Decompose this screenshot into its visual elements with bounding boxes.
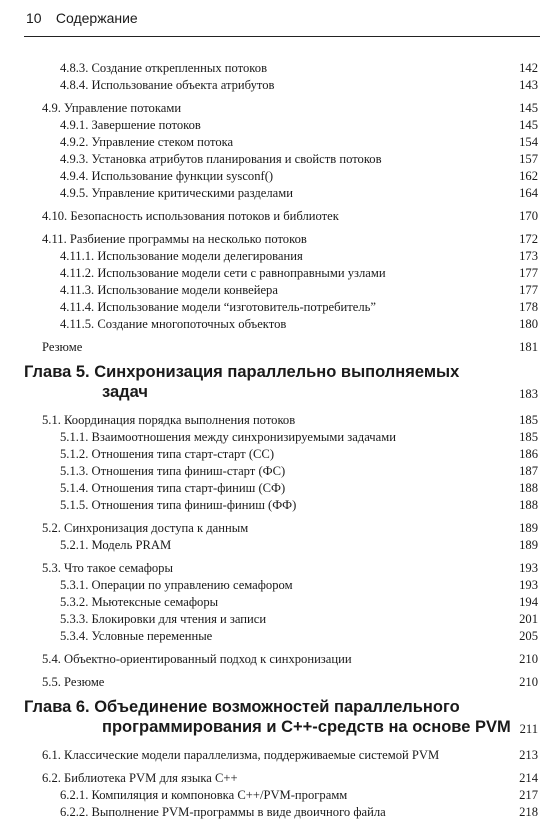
toc-entry-title: 5.3.4. Условные переменные: [60, 629, 213, 643]
chapter-title-line: Глава 6. Объединение возможностей параллельного: [24, 698, 460, 716]
toc-entry-title: 4.11.5. Создание многопоточных объектов: [60, 317, 287, 331]
toc-entry-page: 164: [519, 186, 538, 200]
toc-entry-title: 5.3. Что такое семафоры: [42, 561, 173, 575]
toc-entry: [0, 185, 560, 202]
toc-entry-title: 5.4. Объектно-ориентированный подход к синхронизации: [42, 652, 352, 666]
toc-entry: [0, 611, 560, 628]
toc-section: [0, 208, 560, 225]
toc-entry: [0, 151, 560, 168]
toc-entry-page: 170: [519, 209, 538, 223]
toc-entry: [0, 60, 560, 77]
toc-entry-page: 177: [519, 266, 538, 280]
toc-entry-title: 5.3.3. Блокировки для чтения и записи: [60, 612, 267, 626]
running-title: Содержание: [55, 10, 138, 26]
toc-entry-page: 217: [519, 788, 538, 802]
toc-entry-title: 4.9.4. Использование функции sysconf(): [60, 169, 274, 183]
toc-entry: [0, 316, 560, 333]
toc-entry-page: 201: [519, 612, 538, 626]
toc-entry-title: 4.9. Управление потоками: [42, 101, 182, 115]
toc-section: [0, 520, 560, 537]
toc-entry: [0, 594, 560, 611]
toc-entry: [0, 77, 560, 94]
toc-section: [0, 674, 560, 691]
toc-entry-title: 5.2.1. Модель PRAM: [60, 538, 172, 552]
toc-entry-title: 5.3.2. Мьютексные семафоры: [60, 595, 219, 609]
toc-entry: [0, 787, 560, 804]
toc-section: [0, 231, 560, 248]
toc-entry-page: 185: [519, 413, 538, 427]
chapter-page: 211: [519, 722, 538, 736]
running-header: [26, 10, 138, 26]
toc-entry-page: 218: [519, 805, 538, 819]
toc-entry: [0, 628, 560, 645]
toc-entry-page: 173: [519, 249, 538, 263]
chapter-page: 183: [519, 387, 538, 401]
toc-entry: [0, 134, 560, 151]
toc-entry: [0, 282, 560, 299]
toc-entry: [0, 497, 560, 514]
toc-entry-page: 213: [519, 748, 538, 762]
toc-entry-title: 4.9.5. Управление критическими разделами: [60, 186, 293, 200]
toc-entry-title: 4.10. Безопасность использования потоков и библиотек: [42, 209, 339, 223]
toc-entry-page: 189: [519, 538, 538, 552]
toc-entry-page: 193: [519, 578, 538, 592]
toc-entry-title: 4.8.4. Использование объекта атрибутов: [60, 78, 275, 92]
toc-entry-title: 5.1.5. Отношения типа финиш-финиш (ФФ): [60, 498, 297, 512]
toc-entry-title: Резюме: [42, 340, 83, 354]
toc-entry-title: 4.9.2. Управление стеком потока: [60, 135, 234, 149]
toc-entry-page: 186: [519, 447, 538, 461]
toc-entry-title: 6.1. Классические модели параллелизма, поддерживаемые системой PVM: [42, 748, 440, 762]
toc-section: [0, 412, 560, 429]
table-of-contents: [0, 60, 560, 821]
toc-entry-page: 177: [519, 283, 538, 297]
toc-entry-title: 4.11.2. Использование модели сети с равноправными узлами: [60, 266, 386, 280]
toc-entry-page: 162: [519, 169, 538, 183]
toc-entry-page: 185: [519, 430, 538, 444]
toc-entry-page: 142: [519, 61, 538, 75]
toc-entry: [0, 299, 560, 316]
toc-entry-page: 143: [519, 78, 538, 92]
chapter-heading: [0, 697, 560, 737]
toc-entry-title: 5.1.3. Отношения типа финиш-старт (ФС): [60, 464, 286, 478]
toc-entry-page: 181: [519, 340, 538, 354]
toc-entry-page: 145: [519, 101, 538, 115]
toc-entry-page: 193: [519, 561, 538, 575]
toc-entry-page: 194: [519, 595, 538, 609]
toc-section: [0, 747, 560, 764]
toc-entry-title: 4.11.3. Использование модели конвейера: [60, 283, 278, 297]
toc-entry: [0, 577, 560, 594]
toc-entry-title: 6.2.2. Выполнение PVM-программы в виде двоичного файла: [60, 805, 386, 819]
toc-entry: [0, 446, 560, 463]
toc-entry-page: 172: [519, 232, 538, 246]
toc-entry-page: 188: [519, 498, 538, 512]
toc-entry-title: 5.2. Синхронизация доступа к данным: [42, 521, 249, 535]
toc-entry-title: 5.1.2. Отношения типа старт-старт (СС): [60, 447, 275, 461]
toc-entry-title: 6.2.1. Компиляция и компоновка С++/PVM-программ: [60, 788, 348, 802]
toc-section: [0, 100, 560, 117]
toc-entry-page: 154: [519, 135, 538, 149]
toc-section: [0, 651, 560, 668]
toc-entry-title: 4.8.3. Создание открепленных потоков: [60, 61, 268, 75]
toc-entry: [0, 168, 560, 185]
toc-entry-title: 5.5. Резюме: [42, 675, 105, 689]
toc-entry-title: 4.9.1. Завершение потоков: [60, 118, 201, 132]
toc-entry-title: 5.1.4. Отношения типа старт-финиш (СФ): [60, 481, 286, 495]
toc-entry-title: 6.2. Библиотека PVM для языка С++: [42, 771, 238, 785]
page-number: 10: [26, 10, 42, 26]
toc-entry-title: 4.11. Разбиение программы на несколько потоков: [42, 232, 307, 246]
toc-entry-page: 145: [519, 118, 538, 132]
toc-entry-page: 178: [519, 300, 538, 314]
chapter-title-line: Глава 5. Синхронизация параллельно выполняемых: [24, 363, 460, 381]
toc-entry-page: 157: [519, 152, 538, 166]
toc-entry-page: 189: [519, 521, 538, 535]
toc-section: [0, 770, 560, 787]
toc-entry: [0, 537, 560, 554]
toc-entry: [0, 265, 560, 282]
chapter-title-line: задач: [102, 383, 148, 401]
toc-section: [0, 339, 560, 356]
toc-entry-title: 5.1. Координация порядка выполнения потоков: [42, 413, 296, 427]
chapter-title-line: программирования и С++-средств на основе PVM: [102, 718, 511, 736]
toc-entry: [0, 804, 560, 821]
toc-entry-title: 5.3.1. Операции по управлению семафором: [60, 578, 293, 592]
toc-entry-title: 4.9.3. Установка атрибутов планирования и свойств потоков: [60, 152, 382, 166]
toc-entry: [0, 480, 560, 497]
chapter-heading: [0, 362, 560, 402]
toc-entry-title: 4.11.1. Использование модели делегирования: [60, 249, 303, 263]
toc-entry: [0, 248, 560, 265]
toc-entry-title: 5.1.1. Взаимоотношения между синхронизируемыми задачами: [60, 430, 396, 444]
toc-entry-page: 205: [519, 629, 538, 643]
toc-entry-page: 210: [519, 675, 538, 689]
toc-entry-page: 188: [519, 481, 538, 495]
toc-entry: [0, 429, 560, 446]
toc-entry-page: 214: [519, 771, 538, 785]
toc-entry: [0, 463, 560, 480]
toc-entry-page: 187: [519, 464, 538, 478]
toc-section: [0, 560, 560, 577]
toc-entry-title: 4.11.4. Использование модели “изготовитель-потребитель”: [60, 300, 376, 314]
toc-entry-page: 210: [519, 652, 538, 666]
header-rule: [24, 36, 540, 37]
toc-entry-page: 180: [519, 317, 538, 331]
toc-entry: [0, 117, 560, 134]
